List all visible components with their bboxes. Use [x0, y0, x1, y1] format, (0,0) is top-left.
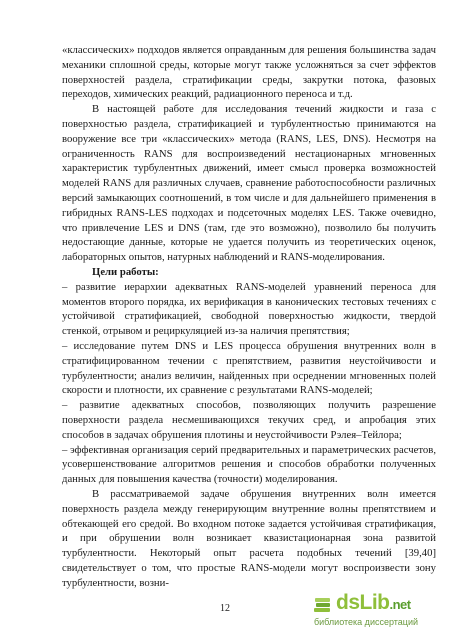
body-text: [62, 43, 436, 590]
paragraph-problem-description: В рассматриваемой задаче обрушения внутренних волн имеется поверхность раздела между генерирующим внутренние волны препятствием и обтекающей его средой. Во входном потоке задается устойчивая стратификация, и при обрушении волн возникает квазистационарная зона развитой турбулентности. Некоторый опыт расчета подобных течений [39,40] свидетельствует о том, что простые RANS-модели могут воспроизвести зону турбулентности, возни-: [62, 487, 436, 589]
dslib-watermark: [312, 591, 442, 631]
paragraph-intro-continuation: «классических» подходов является оправданным для решения большинства задач механики сплошной среды, которые могут также усложняться за счет эффектов поверхностей раздела, стратификации среды, закрутки потока, фазовых переходов, химических реакций, радиационного переноса и т.д.: [62, 44, 436, 101]
goal-item-interface-resolution: – развитие адекватных способов, позволяющих получить разрешение поверхности раздела несмешивающихся текучих сред, и апробация этих способов в задачах обрушения плотины и неустойчивости Рэлея–Тейлора;: [62, 399, 436, 441]
paragraph-methods: В настоящей работе для исследования течений жидкости и газа с поверхностью раздела, стратификацией и турбулентностью принимаются на вооружение все три «классических» метода (RANS, LES, DNS). Несмотря на ограниченность RANS для воспроизведений нестационарных мгновенных характеристик турбулентных движений, имеет смысл проверка возможностей моделей RANS для различных случаев, сравнение работоспособности различных версий замыкающих соотношений, в том числе и для дальнейшего применения в гибридных RANS-LES подходах и подсеточных моделях LES. Также очевидно, что привлечение LES и DNS (там, где это возможно), позволило бы получить недостающие данные, которые не удается получить из теоретических оценок, лабораторных опытов, натурных наблюдений и RANS-моделирования.: [62, 103, 436, 264]
page-number: 12: [220, 603, 230, 614]
watermark-brand: dsLib: [336, 591, 390, 614]
goal-item-rans-models: – развитие иерархии адекватных RANS-моделей уравнений переноса для моментов второго порядка, их верификация в канонических тестовых течениях с устойчивой стратификацией, свободной поверхностью жидкости, твердой стенкой, отрывом и рециркуляцией из-за наличия препятствия;: [62, 280, 436, 338]
goals-heading: Цели работы:: [92, 265, 159, 278]
goal-item-dns-les: – исследование путем DNS и LES процесса обрушения внутренних волн в стратифицированном течении с препятствием, развития неустойчивости и турбулентности; анализ величин, найденных при осреднении мгновенных полей скорости и плотности, их сравнение с результатами RANS-моделей;: [62, 339, 436, 397]
watermark-name: [336, 591, 411, 615]
book-stack-icon: [312, 595, 334, 617]
goal-item-computations: – эффективная организация серий предварительных и параметрических расчетов, усовершенствование алгоритмов решения и способов обработки полученных данных для повышения качества (точности) моделирования.: [62, 443, 436, 486]
watermark-domain: .net: [389, 597, 411, 612]
watermark-tagline: библиотека диссертаций: [314, 617, 419, 627]
